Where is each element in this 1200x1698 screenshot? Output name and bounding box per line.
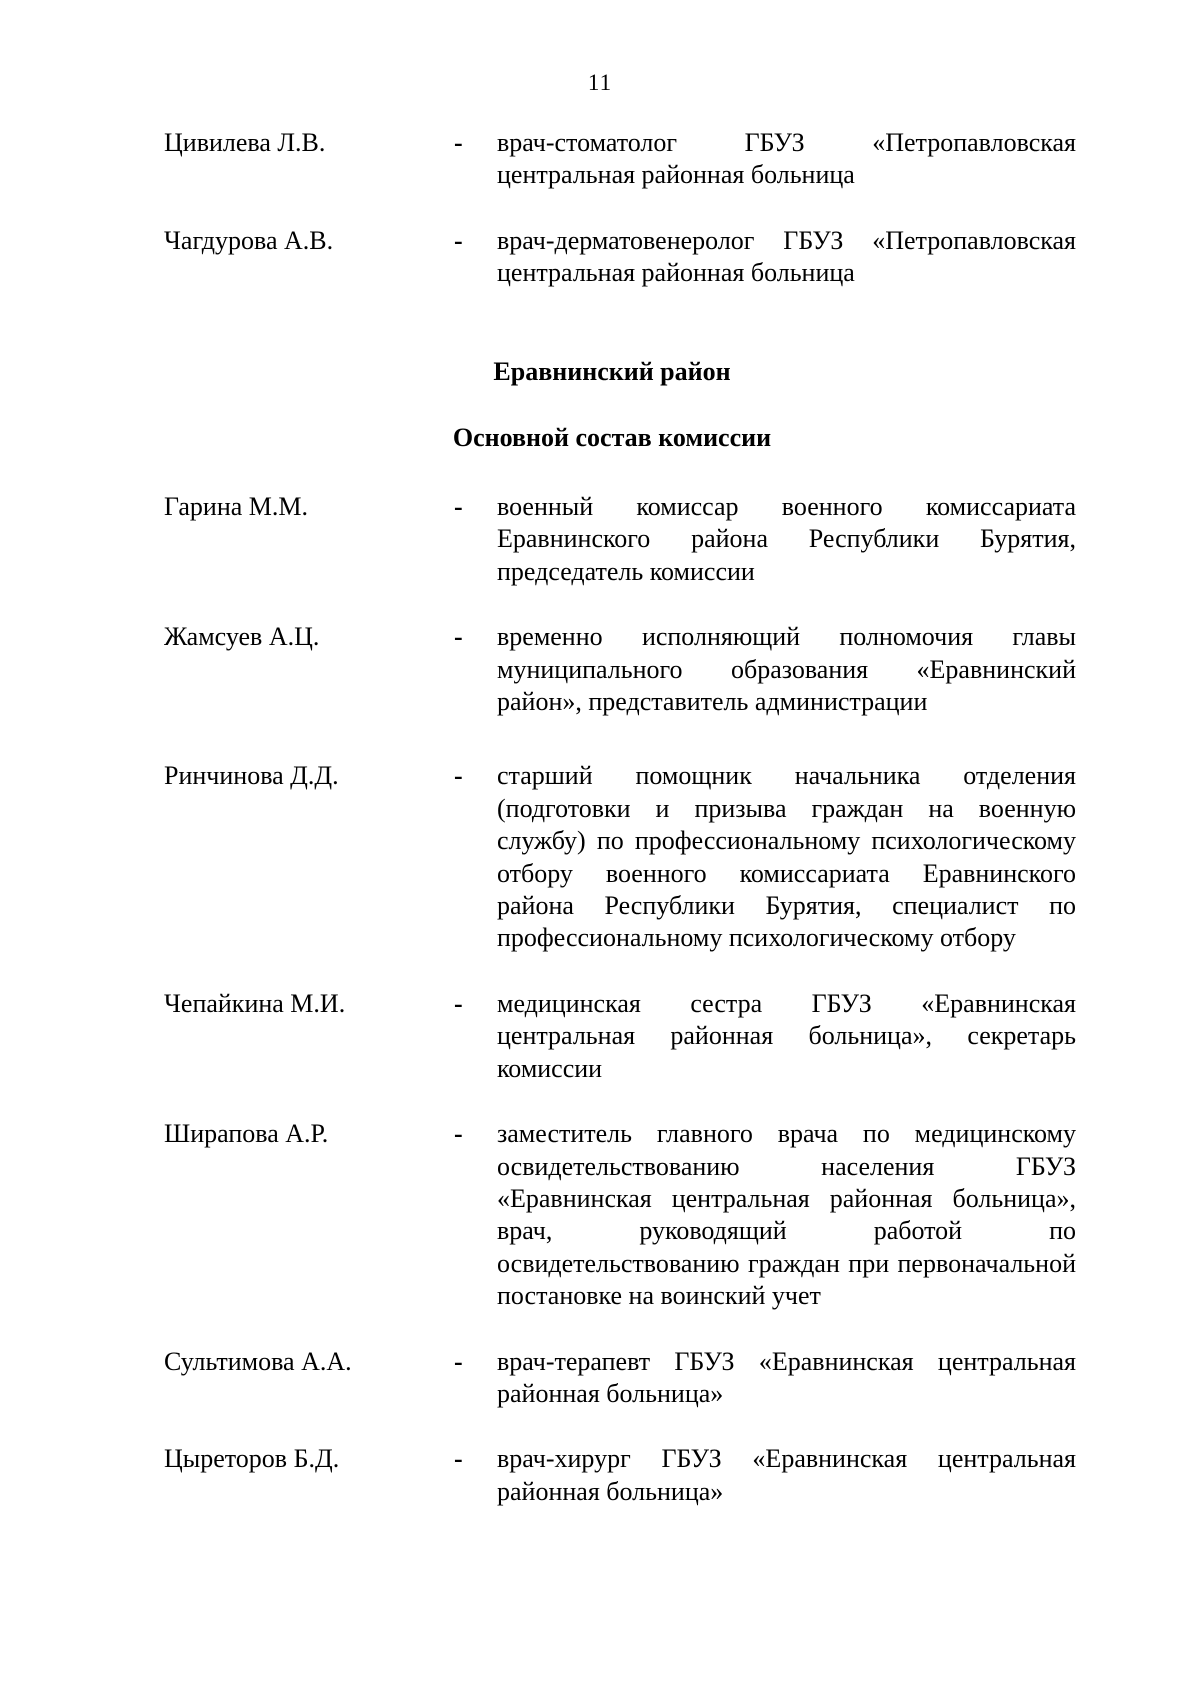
entry-dash: - [454,1119,463,1149]
entry-dash: - [454,1346,463,1376]
member-entry [164,1443,1076,1508]
page-number: 11 [587,70,613,95]
member-name: Ринчинова Д.Д. [164,761,339,791]
member-entry [164,225,1076,290]
member-name: Сультимова А.А. [164,1346,352,1376]
member-position: военный комиссар военного комиссариата Еравнинского района Республики Бурятия, председатель комиссии [497,492,1076,586]
member-entry [164,988,1076,1085]
composition-heading: Основной состав комиссии [452,423,772,452]
member-position: временно исполняющий полномочия главы муниципального образования «Еравнинский район», представитель администрации [497,622,1076,717]
member-name: Жамсуев А.Ц. [164,622,320,652]
member-entry [164,491,1076,588]
member-position: старший помощник начальника отделения (подготовки и призыва граждан на военную службу) по профессиональному психологическому отбору военного комиссариата Еравнинского района Республики Бурятия, специалист по профессиональному психологическому отбору [497,761,1076,953]
member-position: врач-дерматовенеролог ГБУЗ «Петропавловская центральная районная больница [497,225,1076,288]
member-list-district [164,491,1076,1541]
member-position: медицинская сестра ГБУЗ «Еравнинская центральная районная больница», секретарь комиссии [497,988,1076,1083]
member-position: врач-хирург ГБУЗ «Еравнинская центральная районная больница» [497,1444,1076,1506]
entry-dash: - [454,1444,463,1474]
member-entry [164,127,1076,192]
entry-dash: - [454,225,463,255]
entry-dash: - [454,761,463,791]
member-entry [164,760,1076,954]
member-entry [164,1118,1076,1312]
member-entry [164,621,1076,718]
entry-dash: - [454,622,463,652]
district-heading: Еравнинский район [493,357,731,386]
member-list-previous-district [164,127,1076,323]
member-name: Гарина М.М. [164,492,309,521]
entry-dash: - [454,492,463,521]
member-name: Цыреторов Б.Д. [164,1444,340,1474]
entry-dash: - [454,988,463,1018]
member-name: Чепайкина М.И. [164,988,346,1018]
member-name: Цивилева Л.В. [164,128,326,157]
member-name: Чагдурова А.В. [164,225,334,255]
member-entry [164,1346,1076,1411]
member-position: врач-стоматолог ГБУЗ «Петропавловская центральная районная больница [497,128,1076,190]
member-position: заместитель главного врача по медицинскому освидетельствованию населения ГБУЗ «Еравнинская центральная районная больница», врач, руководящий работой по освидетельствованию граждан при первоначальной постановке на воинский учет [497,1119,1076,1311]
member-name: Ширапова А.Р. [164,1119,329,1149]
entry-dash: - [454,128,463,157]
member-position: врач-терапевт ГБУЗ «Еравнинская центральная районная больница» [497,1346,1076,1408]
